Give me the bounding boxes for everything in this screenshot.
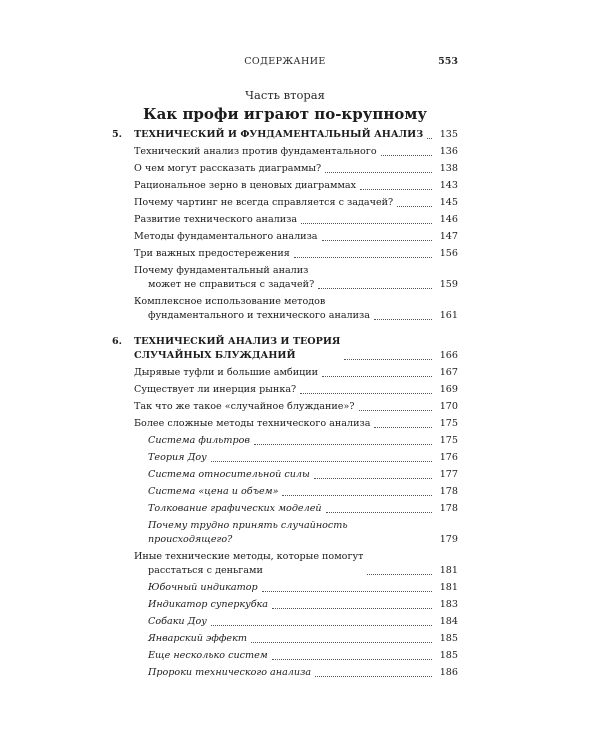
toc-entry: Три важных предостережения 156	[134, 248, 458, 259]
toc-subentry: Собаки Доу 184	[148, 616, 458, 627]
toc-subentry: Система относительной силы 177	[148, 469, 458, 480]
toc-subentry: Почему трудно принять случайность происходящего? 179	[148, 520, 458, 545]
toc-entry: Так что же такое «случайное блуждание»? 170	[134, 401, 458, 412]
toc-entry: Комплексное использование методов фундаментального и технического анализа 161	[134, 296, 458, 321]
toc-subentry: Январский эффект 185	[148, 633, 458, 644]
running-head-page-number: 553	[438, 56, 458, 67]
leader-dots	[427, 128, 432, 139]
part-title: Как профи играют по-крупному	[143, 105, 427, 123]
toc-subentry: Индикатор суперкубка 183	[148, 599, 458, 610]
toc-entry: Методы фундаментального анализа 147	[134, 231, 458, 242]
toc-entry: О чем могут рассказать диаграммы? 138	[134, 163, 458, 174]
toc-subentry: Система «цена и объем» 178	[148, 486, 458, 497]
chapter-page: 166	[439, 350, 458, 361]
toc-entry: Почему чартинг не всегда справляется с задачей? 145	[134, 197, 458, 208]
toc-entry: Существует ли инерция рынка? 169	[134, 384, 458, 395]
chapter-title: ТЕХНИЧЕСКИЙ АНАЛИЗ И ТЕОРИЯ СЛУЧАЙНЫХ БЛУЖДАНИЙ	[134, 336, 341, 361]
toc-entry: Дырявые туфли и большие амбиции 167	[134, 367, 458, 378]
chapter-number: 6.	[112, 336, 123, 347]
toc-subentry: Толкование графических моделей 178	[148, 503, 458, 514]
toc-entry: Развитие технического анализа 146	[134, 214, 458, 225]
toc-subentry: Еще несколько систем 185	[148, 650, 458, 661]
toc-entry: Иные технические методы, которые помогут расстаться с деньгами 181	[134, 551, 458, 576]
part-label: Часть вторая	[245, 88, 325, 102]
toc-chapter-5	[112, 128, 458, 142]
running-head-title: СОДЕРЖАНИЕ	[244, 56, 326, 67]
leader-dots	[344, 349, 432, 360]
toc-subentry: Система фильтров 175	[148, 435, 458, 446]
chapter-number: 5.	[112, 129, 123, 140]
toc-subentry: Теория Доу 176	[148, 452, 458, 463]
table-of-contents	[112, 128, 458, 680]
toc-chapter-6	[112, 335, 458, 363]
toc-entry: Почему фундаментальный анализ может не справиться с задачей? 159	[134, 265, 458, 290]
chapter-page: 135	[439, 129, 458, 140]
toc-entry: Более сложные методы технического анализа 175	[134, 418, 458, 429]
toc-subentry: Пророки технического анализа 186	[148, 667, 458, 678]
chapter-title: ТЕХНИЧЕСКИЙ И ФУНДАМЕНТАЛЬНЫЙ АНАЛИЗ	[134, 129, 424, 140]
toc-subentry: Юбочный индикатор 181	[148, 582, 458, 593]
toc-entry: Технический анализ против фундаментального 136	[134, 146, 458, 157]
toc-entry: Рациональное зерно в ценовых диаграммах 143	[134, 180, 458, 191]
